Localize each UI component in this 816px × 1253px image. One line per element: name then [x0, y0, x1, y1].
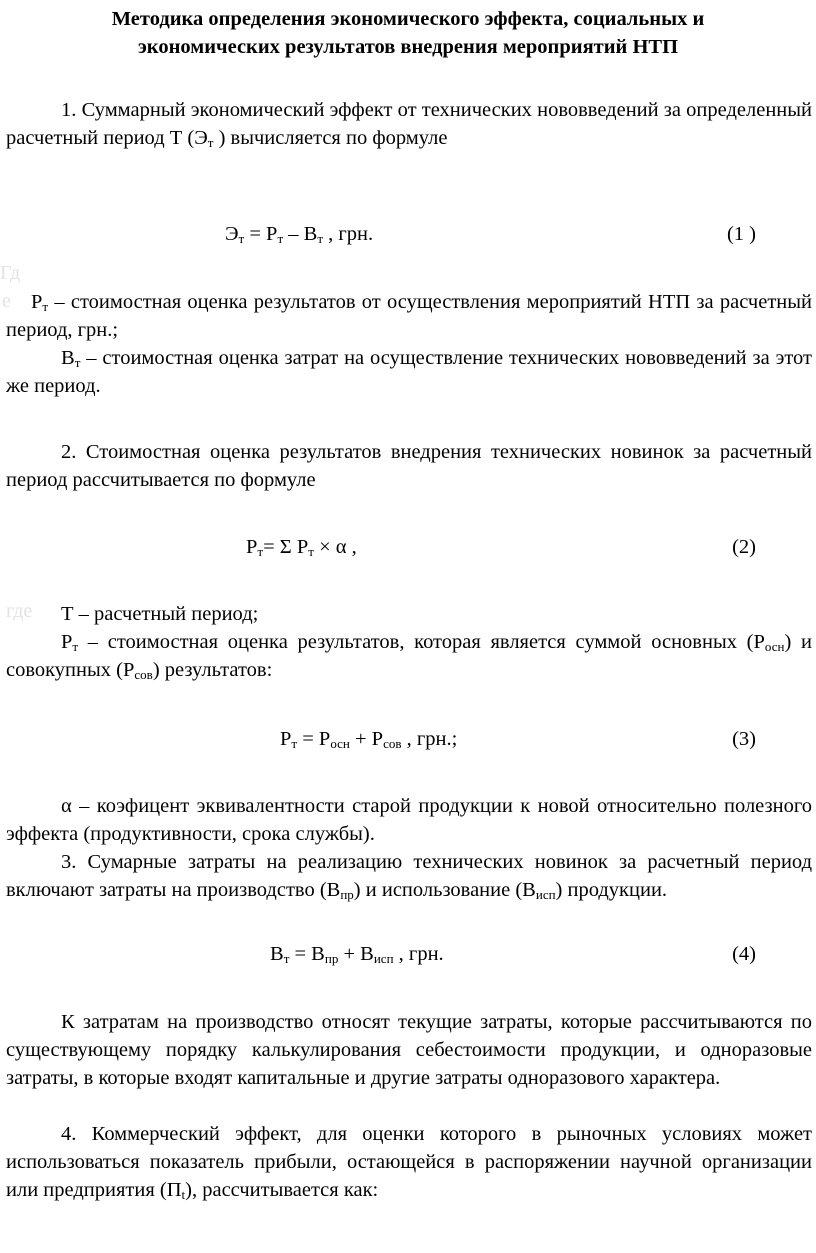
ghost-text-1: Гд: [0, 262, 21, 284]
paragraph-1-number: 1.: [61, 99, 77, 121]
paragraph-1-end: ) вычисляется по формуле: [218, 127, 448, 149]
paragraph-1-text: Суммарный экономический эффект от технических нововведений за определенный расчетный период Т (Э: [6, 99, 813, 149]
definition-rt-2: $Р_т$ – стоимостная оценка результатов, которая является суммой основных $(Р_{осн})$ и совокупных $(Р_{сов})$ результатов:: [6, 631, 812, 682]
definition-vt: $В_т$ – стоимостная оценка затрат на осуществление технических нововведений за этот же период.: [6, 347, 812, 397]
formula-4-expression: $В_т = В_{пр} + В_{исп}$ , грн.: [270, 943, 444, 966]
title-line-2: экономических результатов внедрения мероприятий НТП: [137, 36, 679, 58]
paragraph-2-text: Стоимостная оценка результатов внедрения технических новинок за расчетный период рассчитывается по формуле: [6, 441, 812, 491]
title-line-1: Методика определения экономического эффекта, социальных и: [111, 8, 705, 30]
formula-3: [0, 725, 816, 753]
formula-2: [0, 533, 816, 561]
paragraph-1-subscript: т: [207, 135, 214, 150]
definition-alpha: α – коэфицент эквивалентности старой продукции к новой относительно полезного эффекта (продуктивности, срока службы).: [6, 795, 812, 845]
paragraph-1: [6, 96, 812, 152]
paragraph-3-number: 3.: [61, 851, 77, 873]
formula-3-number: (3): [732, 728, 756, 750]
paragraph-4: 4. Коммерческий эффект, для оценки которого в рыночных условиях может использоваться показатель прибыли, остающейся в распоряжении научной организации или предприятия $(П_t)$, рассчитывается как:: [6, 1123, 812, 1202]
paragraph-3: 3. Сумарные затраты на реализацию технических новинок за расчетный период включают затраты на производство $(В_{пр})$ и использование $(В_{исп})$ продукции.: [6, 851, 812, 902]
definition-t: Т – расчетный период;: [61, 603, 259, 625]
paragraph-costs: К затратам на производство относят текущие затраты, которые рассчитываются по существующему порядку калькулирования себестоимости продукции, и одноразовые затраты, в которые входят капитальные и другие затраты одноразового характера.: [6, 1011, 812, 1089]
paragraph-2-number: 2.: [61, 441, 77, 463]
formula-1: [0, 220, 816, 248]
formula-4-number: (4): [732, 943, 756, 965]
ghost-text-3: где: [6, 600, 33, 622]
formula-2-number: (2): [732, 536, 756, 558]
ghost-text-2: е: [2, 290, 11, 312]
paragraph-2: [6, 438, 812, 494]
formula-1-number: (1 ): [726, 223, 756, 245]
formula-3-expression: $Р_т = Р_{осн} + Р_{сов}$ , грн.;: [280, 728, 458, 751]
document-title: [20, 5, 796, 61]
formula-2-expression: $Р_т= \Sigma$ $Р_т \times \alpha$ ,: [246, 536, 357, 559]
formula-4: [0, 940, 816, 968]
definition-rt: $Р_т$ – стоимостная оценка результатов от осуществления мероприятий НТП за расчетный период, грн.;: [6, 291, 812, 341]
formula-1-expression: $Э_т = Р_т - В_т$ , грн.: [225, 223, 374, 246]
